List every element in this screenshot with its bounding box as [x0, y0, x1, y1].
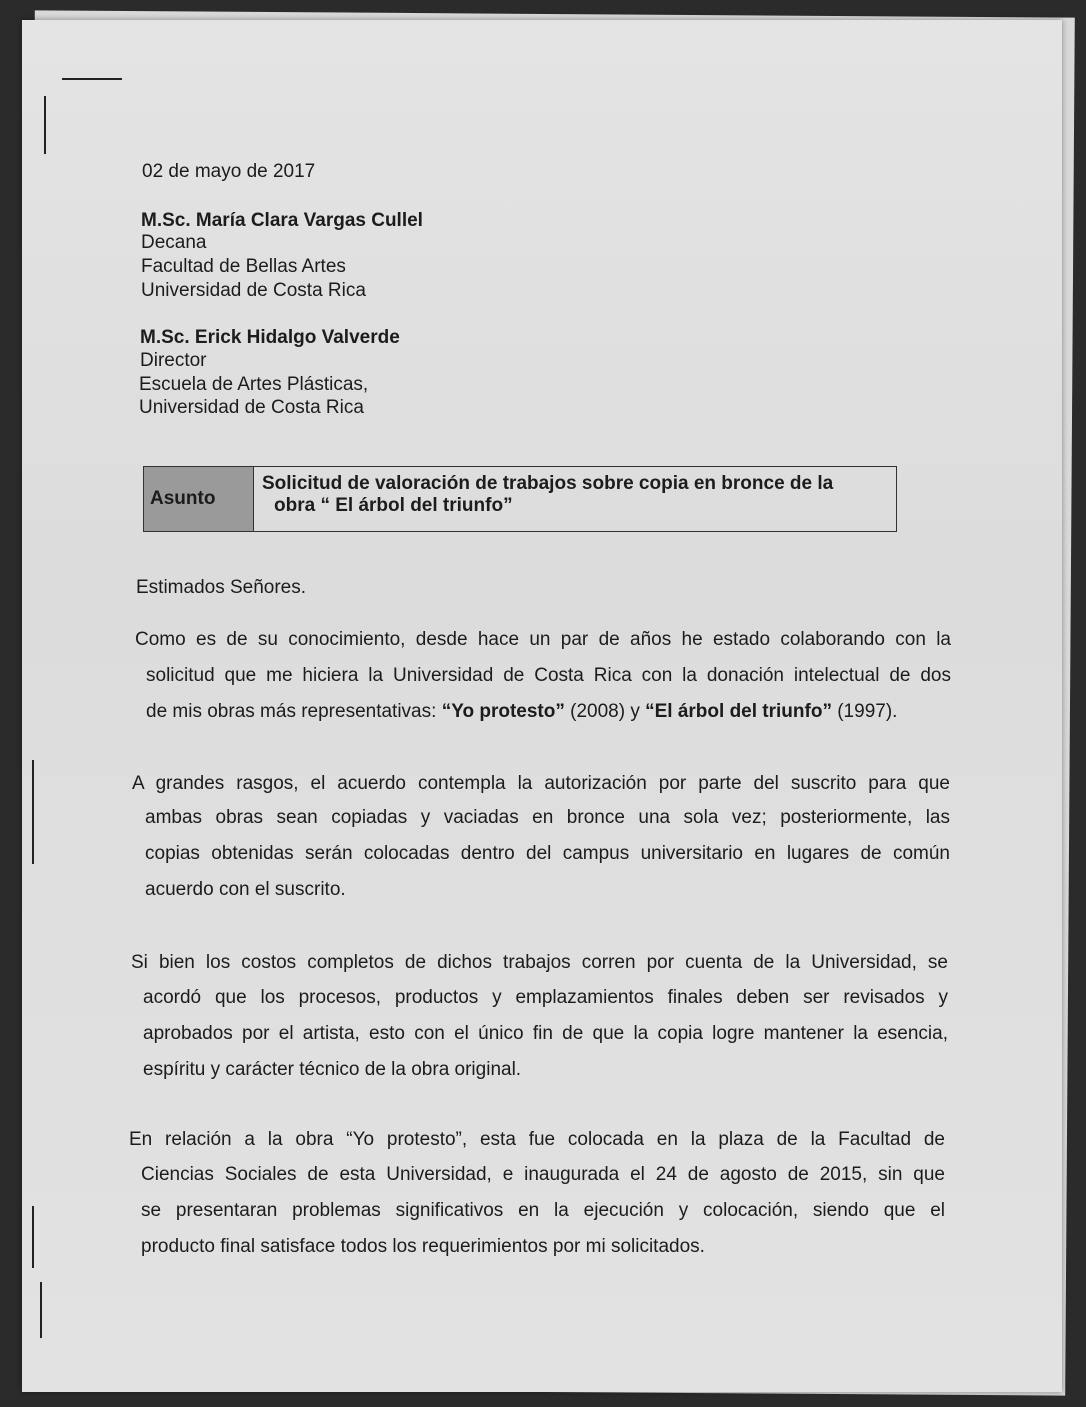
- paragraph-3-line-3: aprobados por el artista, esto con el único fin de que la copia logre mantener la esencia,: [143, 1023, 948, 1044]
- greeting: Estimados Señores.: [136, 577, 307, 598]
- paragraph-4-line-2: Ciencias Sociales de esta Universidad, e inaugurada el 24 de agosto de 2015, sin que: [141, 1164, 945, 1185]
- letter-page: [22, 20, 1062, 1392]
- recipient-1-faculty: Facultad de Bellas Artes: [141, 256, 346, 277]
- paragraph-2: [132, 766, 950, 802]
- p1-text-c: (2008) y: [564, 701, 646, 722]
- p1-work-arbol: “El árbol del triunfo”: [645, 701, 832, 722]
- paragraph-4-line-3: se presentaran problemas significativos en la ejecución y colocación, siendo que el: [141, 1200, 945, 1221]
- margin-mark-left-2: [32, 760, 34, 864]
- paragraph-1-line-3: [146, 694, 951, 730]
- margin-mark-left-3: [32, 1206, 34, 1268]
- p1-text-a: de mis obras más representativas:: [146, 701, 442, 722]
- paragraph-4-cont: [141, 1157, 945, 1265]
- recipient-1-title: Decana: [141, 232, 207, 253]
- subject-table: [143, 466, 897, 532]
- paragraph-1-cont: [146, 658, 951, 730]
- paragraph-3-line-2: acordó que los procesos, productos y emplazamientos finales deben ser revisados y: [143, 987, 948, 1008]
- margin-mark-top: [62, 78, 122, 80]
- subject-line-2: obra “ El árbol del triunfo”: [274, 495, 513, 516]
- paragraph-2-line-4: acuerdo con el suscrito.: [145, 879, 346, 900]
- paragraph-2-cont: [145, 800, 950, 908]
- paragraph-2-line-2: ambas obras sean copiadas y vaciadas en bronce una sola vez; posteriormente, las: [145, 807, 950, 828]
- subject-label: Asunto: [144, 467, 254, 531]
- recipient-1-university: Universidad de Costa Rica: [141, 280, 366, 301]
- paragraph-1-line-1: Como es de su conocimiento, desde hace un par de años he estado colaborando con la: [135, 629, 951, 650]
- paragraph-2-line-3: copias obtenidas serán colocadas dentro del campus universitario en lugares de común: [145, 843, 950, 864]
- p1-text-e: (1997).: [831, 701, 898, 722]
- paragraph-1-line-2: solicitud que me hiciera la Universidad de Costa Rica con la donación intelectual de dos: [146, 665, 951, 686]
- margin-mark-left-1: [44, 96, 46, 154]
- recipient-2-school: Escuela de Artes Plásticas,: [139, 374, 369, 395]
- paragraph-4-line-4: producto final satisface todos los requerimientos por mi solicitados.: [141, 1236, 705, 1257]
- recipient-2-university: Universidad de Costa Rica: [139, 397, 364, 418]
- subject-line-1: Solicitud de valoración de trabajos sobre copia en bronce de la: [262, 473, 834, 494]
- p1-work-yo-protesto: “Yo protesto”: [441, 701, 565, 722]
- recipient-1-name: M.Sc. María Clara Vargas Cullel: [141, 210, 423, 231]
- paragraph-3-cont: [143, 980, 948, 1088]
- paragraph-4: [129, 1122, 945, 1158]
- subject-text: [254, 467, 896, 531]
- paragraph-4-line-1: En relación a la obra “Yo protesto”, esta fue colocada en la plaza de la Facultad de: [129, 1129, 945, 1150]
- paragraph-2-line-1: A grandes rasgos, el acuerdo contempla la autorización por parte del suscrito para que: [132, 773, 950, 794]
- paragraph-3: [131, 945, 948, 981]
- paragraph-1: [135, 622, 951, 658]
- recipient-2-title: Director: [140, 350, 207, 371]
- recipient-2-name: M.Sc. Erick Hidalgo Valverde: [140, 327, 400, 348]
- paragraph-3-line-4: espíritu y carácter técnico de la obra original.: [143, 1059, 522, 1080]
- paragraph-3-line-1: Si bien los costos completos de dichos trabajos corren por cuenta de la Universidad, se: [131, 952, 948, 973]
- margin-mark-left-4: [40, 1282, 42, 1338]
- letter-date: 02 de mayo de 2017: [142, 161, 316, 182]
